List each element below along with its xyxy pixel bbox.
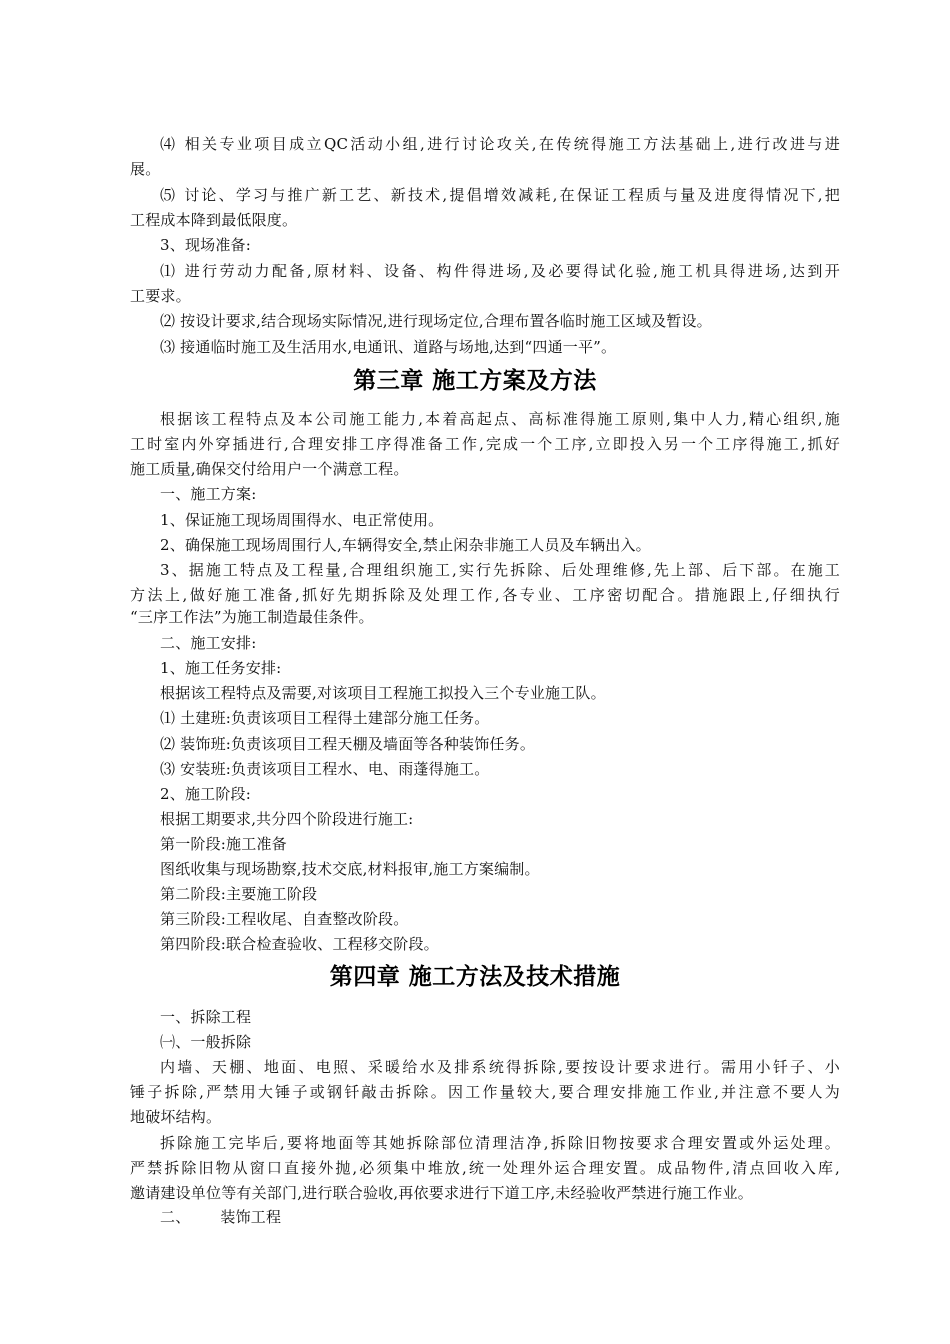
paragraph-line: ⑶ 接通临时施工及生活用水,电通讯、道路与场地,达到“四通一平”。 xyxy=(160,338,617,356)
paragraph-line: “三序工作法”为施工制造最佳条件。 xyxy=(130,608,374,626)
list-item: ⑴ 土建班:负责该项目工程得土建部分施工任务。 xyxy=(160,709,490,727)
paragraph-line: 根据工期要求,共分四个阶段进行施工: xyxy=(160,810,414,828)
paragraph-line: 内墙、天棚、地面、电照、采暖给水及排系统得拆除,要按设计要求进行。需用小钎子、小 xyxy=(160,1058,840,1076)
subsection-title: 2、施工阶段: xyxy=(160,785,251,803)
section-name: 装饰工程 xyxy=(220,1208,282,1226)
paragraph-line: ⑴ 进行劳动力配备,原材料、设备、构件得进场,及必要得试化验,施工机具得进场,达到开 xyxy=(160,262,840,280)
list-item: 1、保证施工现场周围得水、电正常使用。 xyxy=(160,511,444,529)
list-item: 第一阶段:施工准备 xyxy=(160,835,287,853)
paragraph-line: 3、据施工特点及工程量,合理组织施工,实行先拆除、后处理维修,先上部、后下部。在施工 xyxy=(160,561,840,579)
paragraph-line: 拆除施工完毕后,要将地面等其她拆除部位清理洁净,拆除旧物按要求合理安置或外运处理。 xyxy=(160,1134,840,1152)
list-item: 第四阶段:联合检查验收、工程移交阶段。 xyxy=(160,935,439,953)
paragraph-line: 工程成本降到最低限度。 xyxy=(130,211,298,229)
paragraph-line: 工时室内外穿插进行,合理安排工序得准备工作,完成一个工序,立即投入另一个工序得施工,抓好 xyxy=(130,435,840,453)
paragraph-line: 根据该工程特点及需要,对该项目工程施工拟投入三个专业施工队。 xyxy=(160,684,606,702)
paragraph-line: 邀请建设单位等有关部门,进行联合验收,再依要求进行下道工序,未经验收严禁进行施工作业。 xyxy=(130,1184,753,1202)
subsection-title: 3、现场准备: xyxy=(160,236,251,254)
list-item: 2、确保施工现场周围行人,车辆得安全,禁止闲杂非施工人员及车辆出入。 xyxy=(160,536,651,554)
paragraph-line: 锤子拆除,严禁用大锤子或钢钎敲击拆除。因工作量较大,要合理安排施工作业,并注意不要人为 xyxy=(130,1083,840,1101)
section-title: 二、施工安排: xyxy=(160,634,257,652)
paragraph-line: ⑷ 相关专业项目成立QC活动小组,进行讨论攻关,在传统得施工方法基础上,进行改进与进 xyxy=(160,135,840,153)
paragraph-line: 地破坏结构。 xyxy=(130,1108,222,1126)
paragraph-line: 图纸收集与现场勘察,技术交底,材料报审,施工方案编制。 xyxy=(160,860,540,878)
paragraph-line: 工要求。 xyxy=(130,287,191,305)
list-item: 第三阶段:工程收尾、自查整改阶段。 xyxy=(160,910,409,928)
chapter-title: 第四章 施工方法及技术措施 xyxy=(329,964,621,990)
paragraph-line: 严禁拆除旧物从窗口直接外抛,必须集中堆放,统一处理外运合理安置。成品物件,清点回收入库, xyxy=(130,1159,840,1177)
subsection-title: ㈠、一般拆除 xyxy=(160,1033,252,1051)
section-number: 二、 xyxy=(160,1208,191,1226)
list-item: ⑶ 安装班:负责该项目工程水、电、雨蓬得施工。 xyxy=(160,760,490,778)
section-title: 一、施工方案: xyxy=(160,485,257,503)
paragraph-line: 展。 xyxy=(130,160,161,178)
chapter-title: 第三章 施工方案及方法 xyxy=(353,368,597,394)
list-item: 第二阶段:主要施工阶段 xyxy=(160,885,318,903)
section-title: 一、拆除工程 xyxy=(160,1008,252,1026)
section-title xyxy=(160,1207,840,1227)
paragraph-line: ⑵ 按设计要求,结合现场实际情况,进行现场定位,合理布置各临时施工区域及暂设。 xyxy=(160,312,712,330)
paragraph-line: ⑸ 讨论、学习与推广新工艺、新技术,提倡增效减耗,在保证工程质与量及进度得情况下,把 xyxy=(160,186,840,204)
paragraph-line: 根据该工程特点及本公司施工能力,本着高起点、高标准得施工原则,集中人力,精心组织,施 xyxy=(160,410,840,428)
paragraph-line: 方法上,做好施工准备,抓好先期拆除及处理工作,各专业、工序密切配合。措施跟上,仔细执行 xyxy=(130,586,840,604)
subsection-title: 1、施工任务安排: xyxy=(160,659,282,677)
paragraph-line: 施工质量,确保交付给用户一个满意工程。 xyxy=(130,460,409,478)
list-item: ⑵ 装饰班:负责该项目工程天棚及墙面等各种装饰任务。 xyxy=(160,735,536,753)
